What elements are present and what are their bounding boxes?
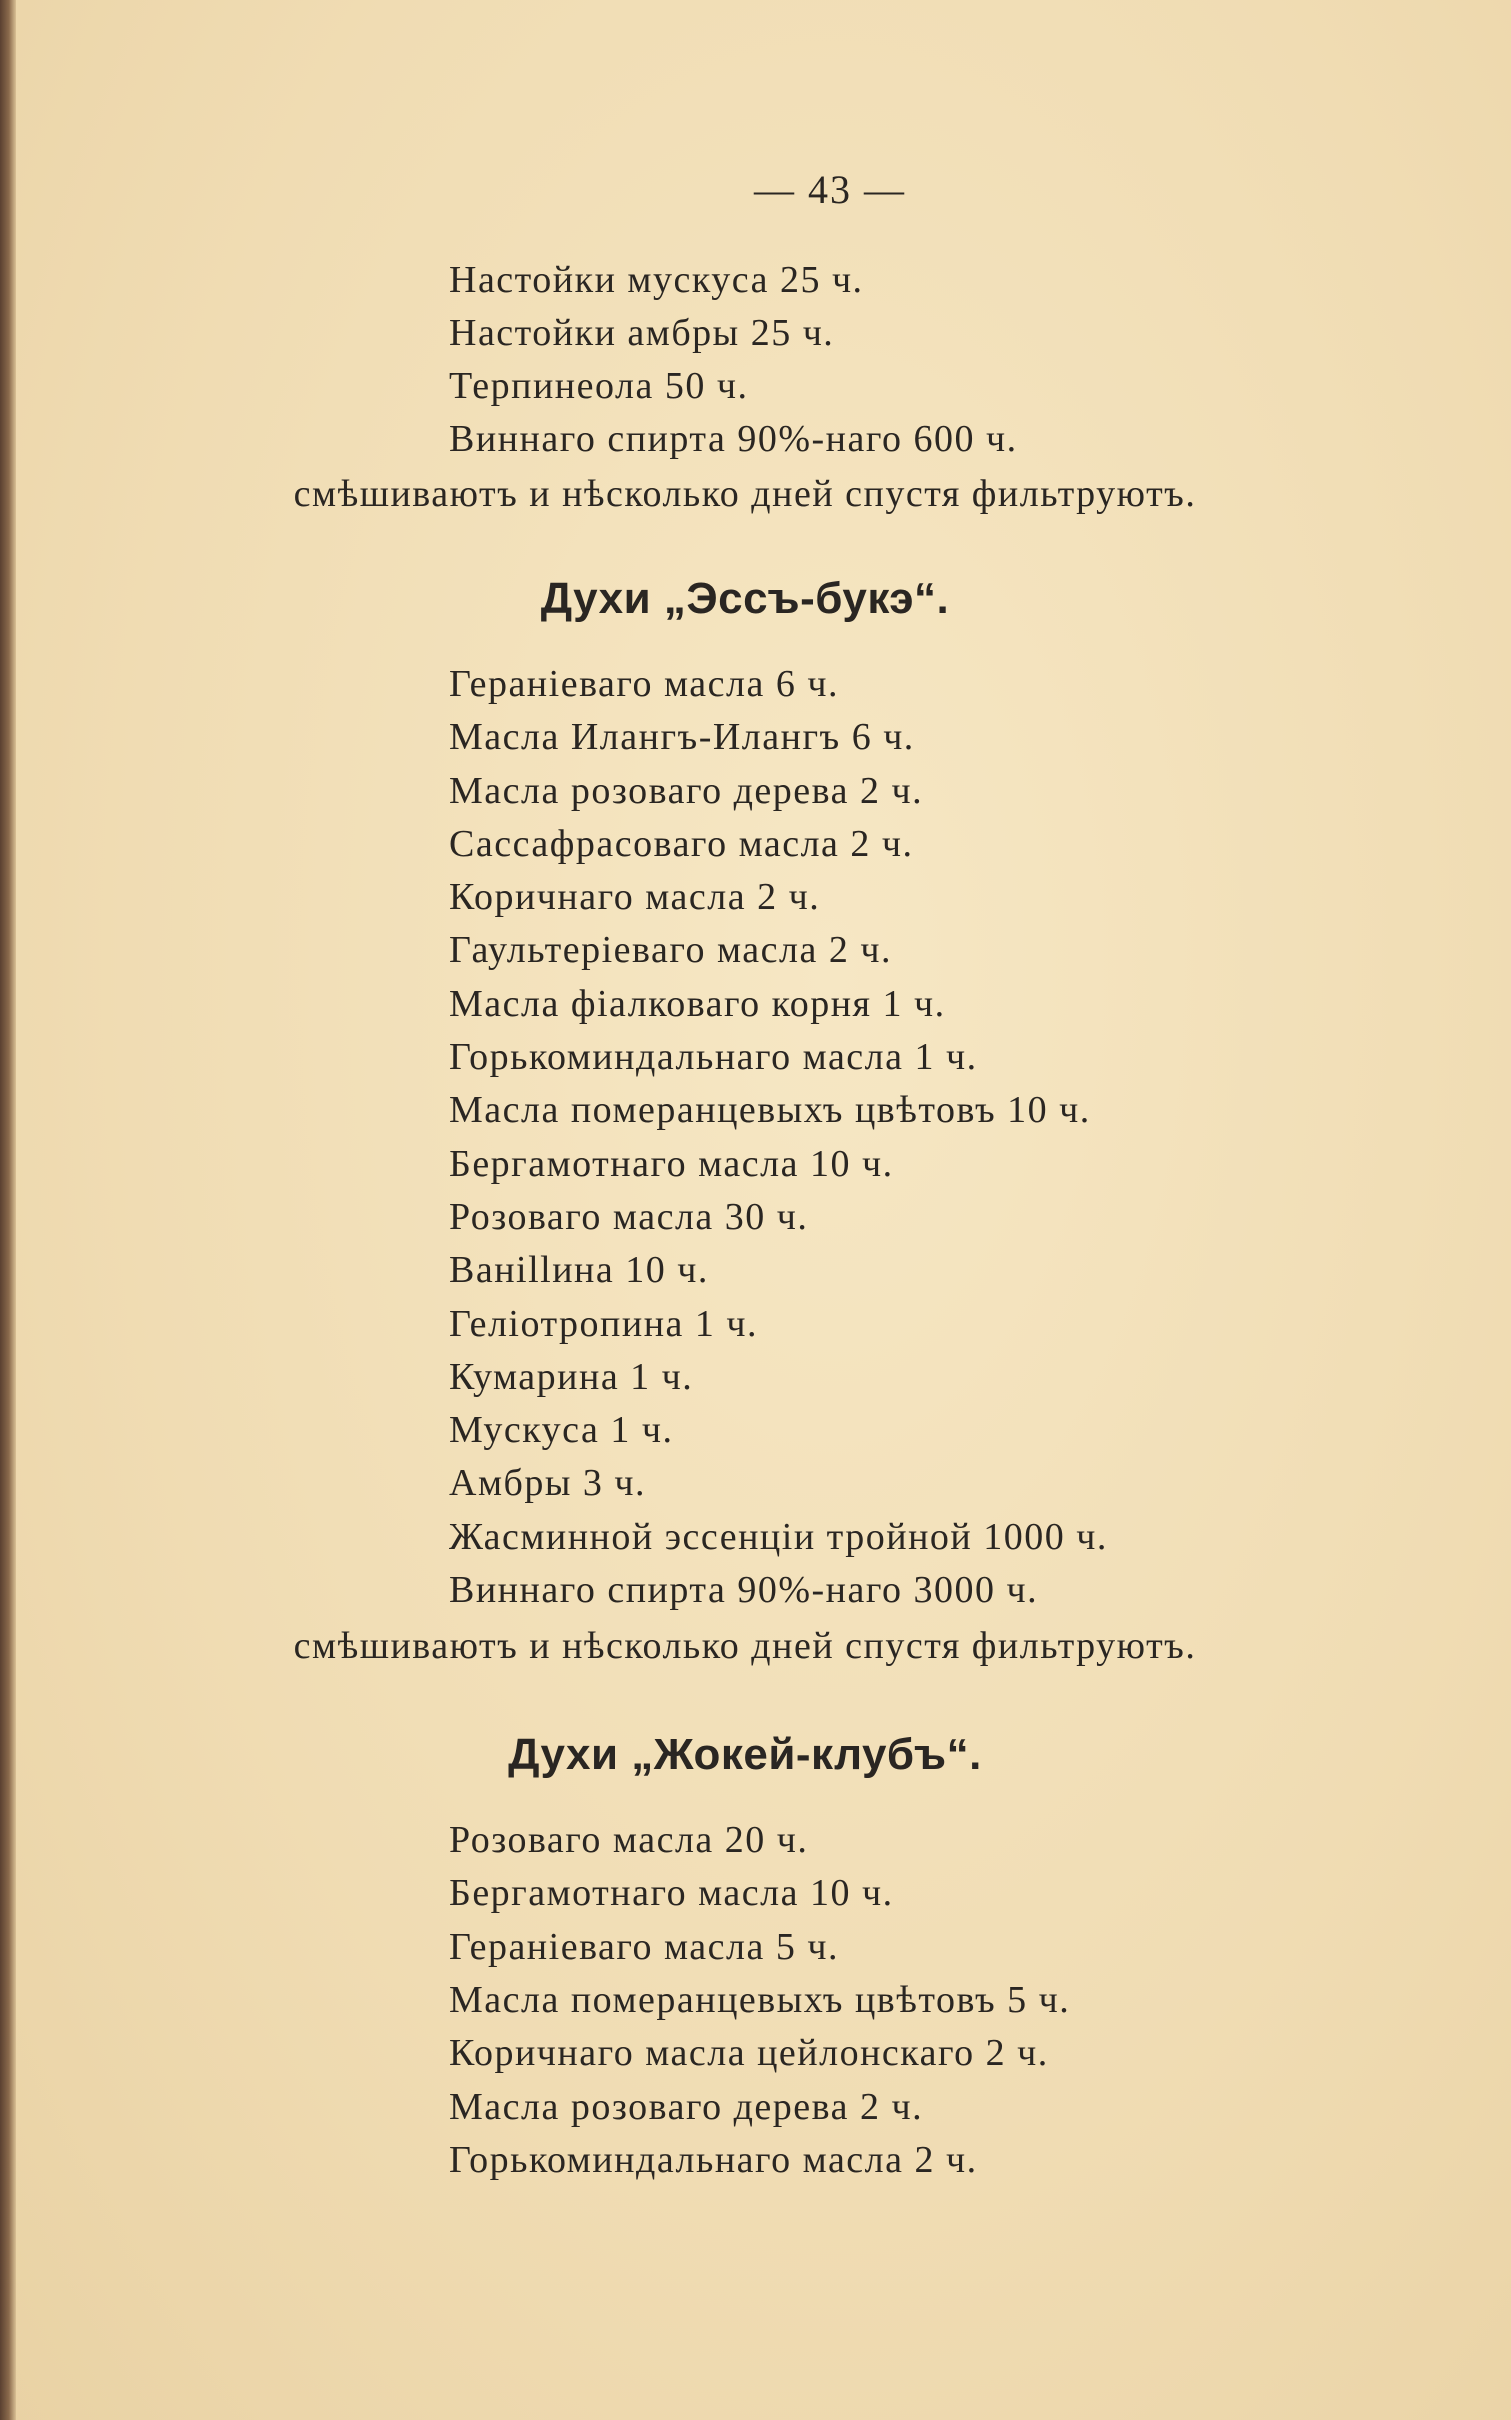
- recipe-line: Терпинеола 50 ч.: [449, 365, 749, 407]
- recipe-line: Гераніеваго масла 6 ч.: [449, 663, 839, 705]
- recipe-line: Бергамотнаго масла 10 ч.: [449, 1872, 894, 1914]
- recipe-line: Горькоминдальнаго масла 2 ч.: [449, 2139, 978, 2181]
- recipe-line: Коричнаго масла цейлонскаго 2 ч.: [449, 2032, 1049, 2074]
- recipe-line: Амбры 3 ч.: [449, 1462, 646, 1504]
- recipe-line: Настойки мускуса 25 ч.: [449, 259, 864, 301]
- section-heading-esse-buke: Духи „Эссъ-букэ“.: [540, 574, 950, 623]
- recipe-line: Масла померанцевыхъ цвѣтовъ 5 ч.: [449, 1979, 1071, 2021]
- recipe-line: Сассафрасоваго масла 2 ч.: [449, 823, 914, 865]
- recipe-line: Кумарина 1 ч.: [449, 1356, 694, 1398]
- recipe-line: Жасминной эссенціи тройной 1000 ч.: [449, 1516, 1108, 1558]
- recipe-instruction: смѣшиваютъ и нѣсколько дней спустя фильтруютъ.: [293, 1625, 1197, 1667]
- recipe-line: Масла розоваго дерева 2 ч.: [449, 770, 924, 812]
- recipe-line: Ванillина 10 ч.: [449, 1249, 709, 1291]
- recipe-line: Мускуса 1 ч.: [449, 1409, 674, 1451]
- recipe-line: Масла померанцевыхъ цвѣтовъ 10 ч.: [449, 1089, 1091, 1131]
- recipe-line: Гераніеваго масла 5 ч.: [449, 1926, 839, 1968]
- recipe-line: Бергамотнаго масла 10 ч.: [449, 1143, 894, 1185]
- recipe-line: Коричнаго масла 2 ч.: [449, 876, 821, 918]
- page-number: — 43 —: [754, 167, 906, 212]
- recipe-line: Виннаго спирта 90%-наго 3000 ч.: [449, 1569, 1039, 1611]
- recipe-line: Масла фіалковаго корня 1 ч.: [449, 983, 946, 1025]
- recipe-line: Масла розоваго дерева 2 ч.: [449, 2086, 924, 2128]
- section-heading-jockey-club: Духи „Жокей-клубъ“.: [508, 1730, 982, 1779]
- recipe-line: Масла Илангъ-Илангъ 6 ч.: [449, 716, 915, 758]
- book-spine-edge: [0, 0, 16, 2420]
- recipe-line: Гаультеріеваго масла 2 ч.: [449, 929, 892, 971]
- recipe-line: Виннаго спирта 90%-наго 600 ч.: [449, 418, 1018, 460]
- recipe-line: Геліотропина 1 ч.: [449, 1303, 759, 1345]
- recipe-line: Розоваго масла 20 ч.: [449, 1819, 809, 1861]
- recipe-line: Розоваго масла 30 ч.: [449, 1196, 809, 1238]
- recipe-line: Горькоминдальнаго масла 1 ч.: [449, 1036, 978, 1078]
- recipe-instruction: смѣшиваютъ и нѣсколько дней спустя фильтруютъ.: [293, 473, 1197, 515]
- recipe-line: Настойки амбры 25 ч.: [449, 312, 835, 354]
